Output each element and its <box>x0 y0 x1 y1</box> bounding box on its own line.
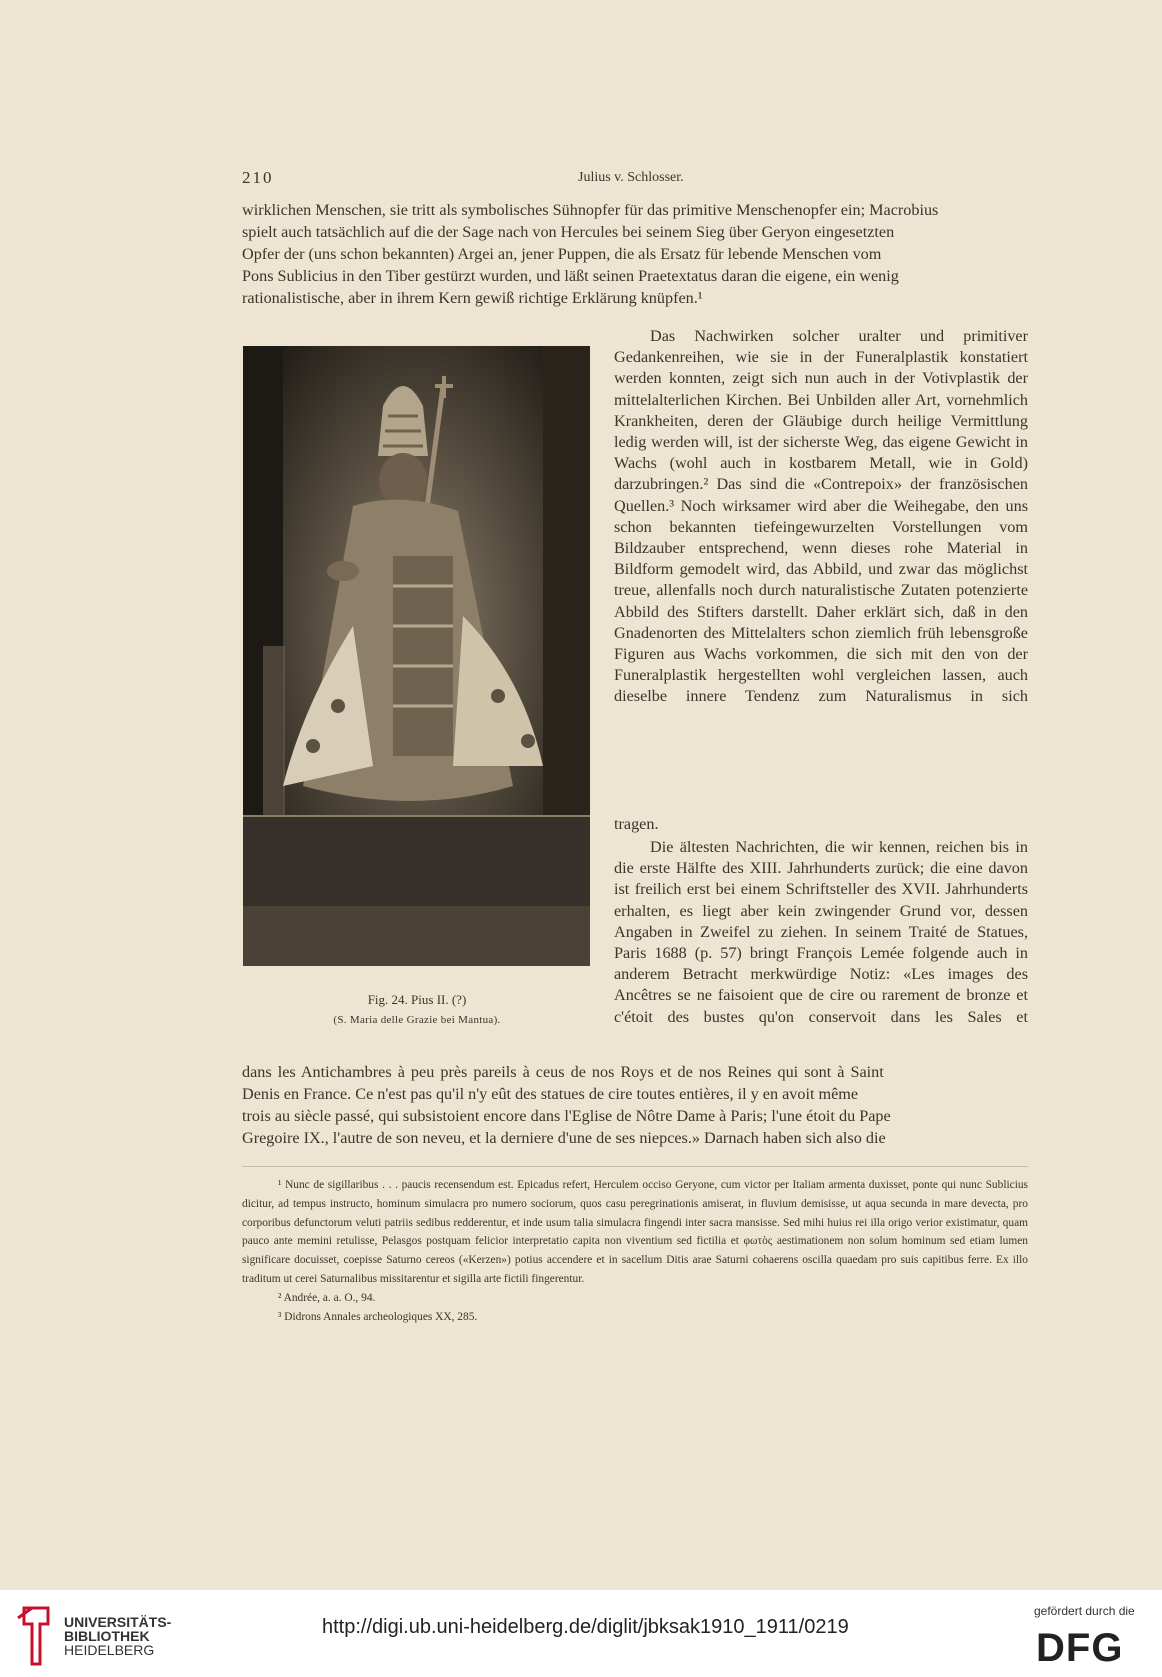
figure-caption: Fig. 24. Pius II. (?) <box>367 992 467 1007</box>
body-line: spielt auch tatsächlich auf die der Sage nach von Hercules bei seinem Sieg über Geryon eingesetzten <box>242 223 895 241</box>
funding-label: gefördert durch die <box>1034 1604 1135 1618</box>
dfg-logo: DFG <box>1036 1626 1124 1670</box>
figure-subcaption: (S. Maria delle Grazie bei Mantua). <box>333 1014 501 1026</box>
column-paragraph-2: Die ältesten Nachrichten, die wir kennen, reichen bis in die erste Hälfte des XIII. Jahrhunderts zurück; die eine davon ist freilich erst bei einem Schriftsteller des XVII. Jahrhunderts erhalten, es liegt aber kein zwingender Grund vor, dessen Angaben in Zweifel zu ziehen. In seinem Traité de Statues, Paris 1688 (p. 57) bringt François Lemée folgende auch in anderem Betracht merkwürdige Notiz: «Les images des Ancêtres se ne faisoient que de cire ou rarement de bronze et c'étoit des bustes qu'on conservoit dans les Sales et <box>614 838 1028 1026</box>
column-paragraph-1: Das Nachwirken solcher uralter und primitiver Gedankenreihen, wie sie in der Funeralplastik konstatiert werden konnten, zeigt sich nun auch in der Votivplastik der mittelalterlichen Kirchen. Bei Unbilden aller Art, vornehmlich Krankheiten, deren der Gläubige durch heilige Vermittlung ledig werden will, ist der sicherste Weg, das eigene Gewicht in Wachs (wohl auch in kostbarem Metall, wie in Gold) darzubringen.² Das sind die «Contrepoix» der französischen Quellen.³ Noch wirksamer wird aber die Weihegabe, den uns schon bekannten tiefeingewurzelten Vorstellungen vom Bildzauber entsprechend, wenn dieses rohe Material in Bildform gemodelt wird, das Abbild, und zwar das möglichst treue, allenfalls noch durch naturalistische Zutaten potenzierte Abbild des Stifters darstellt. Daher erklärt sich, daß in den Gnadenorten des Mittelalters schon ziemlich früh lebensgroße Figuren aus Wachs vorkommen, die sich mit den von der Funeralplastik hergestellten wohl vergleichen lassen, auch dieselbe innere Tendenz zum Naturalismus in sich <box>614 327 1028 706</box>
body-line: wirklichen Menschen, sie tritt als symbolisches Sühnopfer für das primitive Menschenopfer ein; Macrobius <box>242 201 939 219</box>
footnote-2: ² Andrée, a. a. O., 94. <box>278 1291 376 1304</box>
body-line: Pons Sublicius in den Tiber gestürzt wurden, und läßt seinen Praetextatus daran die eigene, ein wenig <box>242 267 899 285</box>
footnote-1: ¹ Nunc de sigillaribus . . . paucis recensendum est. Epicadus refert, Herculem occiso Geryone, cum victor per Italiam armenta duxisset, ponte qui nunc Sublicius dicitur, ad tempus instructo, hominum simulacra pro numero sociorum, quos casu peregrinationis amiserat, in fluvium demisisse, ut aqua secunda in mare devecta, pro corporibus defunctorum veluti patriis sedibus redderentur, et inde usum talia simulacra fingendi inter sacra mansisse. Sed mihi huius rei illa origo verior existimatur, quam pauco ante memini retulisse, Pelasgos postquam felicior interpretatio capita non viventium sed fictilia et φωτὸς aestimationem non solum hominum sed etiam lumen significare docuisset, coepisse Saturno cereos («Kerzen») potius accendere et in sacellum Ditis arae Saturni cohaerens oscilla quaedam pro suis capitibus ferre. Ex illo traditum ut cerei Saturnalibus missitarentur et sigilla arte fictili fingerentur. <box>242 1179 1028 1285</box>
footnote-3: ³ Didrons Annales archeologiques XX, 285. <box>278 1310 478 1323</box>
paragraph-end-text: tragen. <box>614 815 659 833</box>
library-line-3: HEIDELBERG <box>64 1642 155 1658</box>
library-line-2: BIBLIOTHEK <box>64 1628 150 1644</box>
body-line: Opfer der (uns schon bekannten) Argei an, jener Puppen, die als Ersatz für lebende Menschen vom <box>242 245 882 263</box>
body-line: Denis en France. Ce n'est pas qu'il n'y eût des statues de cire toutes entières, il y en avoit même <box>242 1085 859 1103</box>
library-line-1: UNIVERSITÄTS- <box>64 1614 172 1630</box>
footnotes <box>242 1176 1028 1326</box>
figure-plate <box>243 346 590 966</box>
body-line: Gregoire IX., l'autre de son neveu, et la derniere d'une de ses niepces.» Darnach haben sich also die <box>242 1129 886 1147</box>
column-paragraph-1-end <box>614 814 1028 835</box>
library-logo-icon <box>14 1604 58 1668</box>
body-line: dans les Antichambres à peu près pareils à ceus de nos Roys et de nos Reines qui sont à Saint <box>242 1063 884 1081</box>
pope-statue-illustration <box>243 346 590 966</box>
permalink-url[interactable]: http://digi.ub.uni-heidelberg.de/diglit/jbksak1910_1911/0219 <box>322 1616 849 1638</box>
body-line: rationalistische, aber in ihrem Kern gewiß richtige Erklärung knüpfen.¹ <box>242 289 703 307</box>
footnote-divider <box>242 1166 1028 1167</box>
body-line: trois au siècle passé, qui subsistoient encore dans l'Eglise de Nôtre Dame à Paris; l'une étoit du Pape <box>242 1107 891 1125</box>
page-number: 210 <box>242 168 274 187</box>
running-head: Julius v. Schlosser. <box>578 170 684 185</box>
library-name <box>64 1615 171 1657</box>
